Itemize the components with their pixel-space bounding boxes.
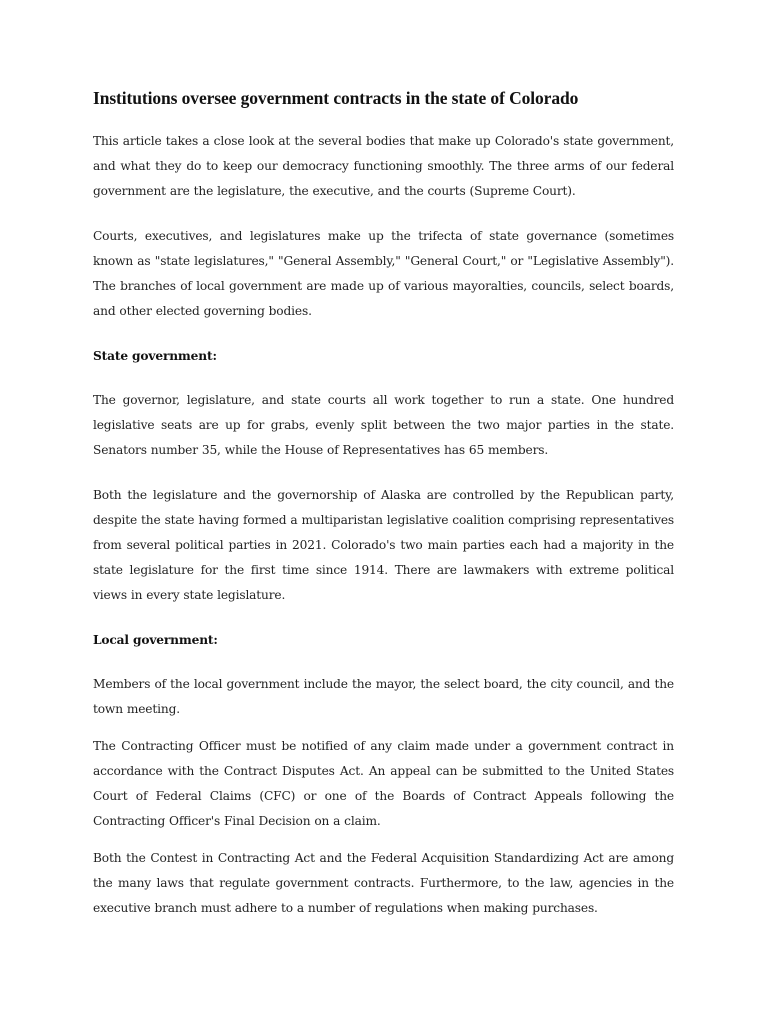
document-page <box>93 86 674 933</box>
document-title: Institutions oversee government contracts in the state of Colorado <box>93 88 579 108</box>
local-government-heading: Local government: <box>93 633 218 647</box>
state-paragraph-2: Both the legislature and the governorship of Alaska are controlled by the Republican party, despite the state having formed a multiparistan legislative coalition comprising representatives from several political parties in 2021. Colorado's two main parties each had a majority in the state legislature for the first time since 1914. There are lawmakers with extreme political views in every state legislature. <box>93 488 674 602</box>
local-paragraph-1: Members of the local government include the mayor, the select board, the city council, and the town meeting. <box>93 677 674 716</box>
intro-paragraph-2: Courts, executives, and legislatures make up the trifecta of state governance (sometimes known as "state legislatures," "General Assembly," "General Court," or "Legislative Assembly"). The branches of local government are made up of various mayoralties, councils, select boards, and other elected governing bodies. <box>93 229 674 318</box>
state-paragraph-1: The governor, legislature, and state courts all work together to run a state. One hundred legislative seats are up for grabs, evenly split between the two major parties in the state. Senators number 35, while the House of Representatives has 65 members. <box>93 393 674 457</box>
local-paragraph-2: The Contracting Officer must be notified of any claim made under a government contract in accordance with the Contract Disputes Act. An appeal can be submitted to the United States Court of Federal Claims (CFC) or one of the Boards of Contract Appeals following the Contracting Officer's Final Decision on a claim. <box>93 739 674 828</box>
local-paragraph-3: Both the Contest in Contracting Act and the Federal Acquisition Standardizing Act are among the many laws that regulate government contracts. Furthermore, to the law, agencies in the executive branch must adhere to a number of regulations when making purchases. <box>93 851 674 915</box>
intro-paragraph-1: This article takes a close look at the several bodies that make up Colorado's state government, and what they do to keep our democracy functioning smoothly. The three arms of our federal government are the legislature, the executive, and the courts (Supreme Court). <box>93 134 674 198</box>
state-government-heading: State government: <box>93 349 217 363</box>
